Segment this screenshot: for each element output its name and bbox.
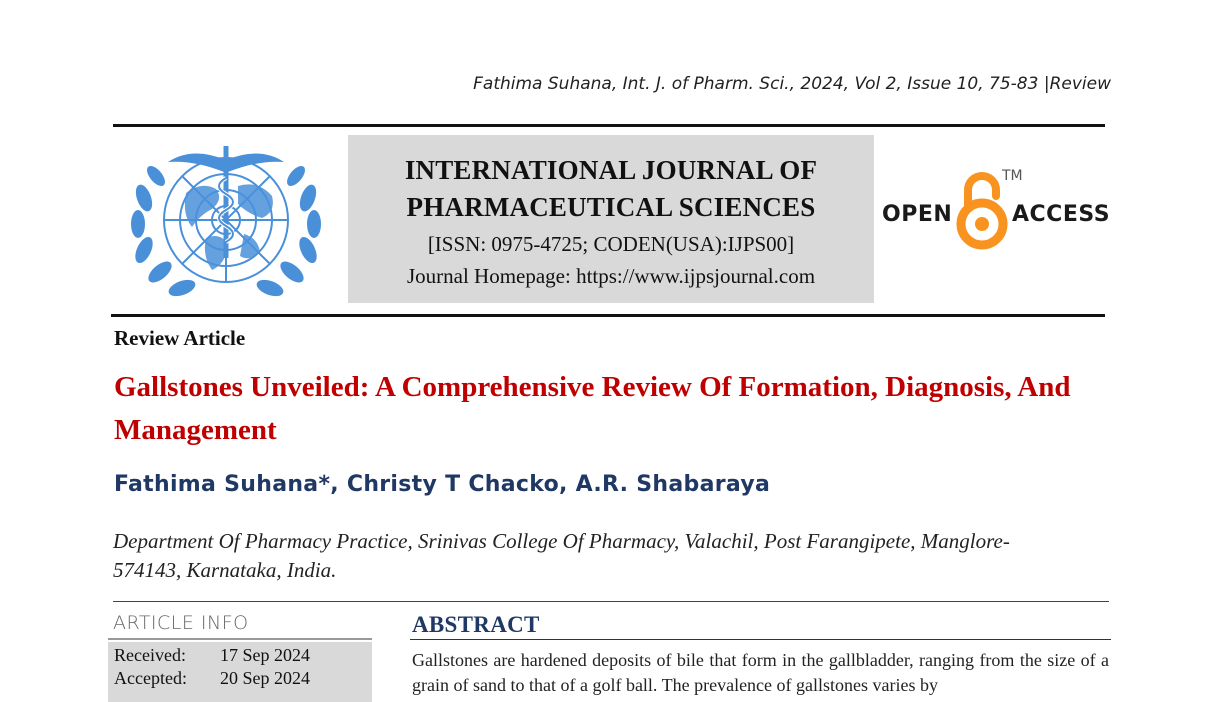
- journal-issn: [ISSN: 0975-4725; CODEN(USA):IJPS00]: [427, 232, 795, 256]
- journal-name-line2: PHARMACEUTICAL SCIENCES: [406, 192, 816, 222]
- accepted-row: [114, 668, 310, 689]
- article-authors: Fathima Suhana*, Christy T Chacko, A.R. Shabaraya: [114, 472, 771, 497]
- journal-name: [348, 152, 874, 226]
- article-info-heading: ARTICLE INFO: [113, 612, 249, 634]
- journal-emblem-logo: [126, 138, 326, 306]
- received-label: Received:: [114, 645, 186, 665]
- journal-name-line1: INTERNATIONAL JOURNAL OF: [404, 155, 818, 185]
- author-affiliation: Department Of Pharmacy Practice, Srinivas College Of Pharmacy, Valachil, Post Farangipete, Manglore-574143, Karnataka, India.: [113, 529, 1010, 582]
- journal-homepage: Journal Homepage: https://www.ijpsjournal.com: [406, 264, 816, 288]
- trademark-mark: TM: [1002, 168, 1023, 184]
- open-access-access-text: ACCESS: [1012, 202, 1111, 227]
- open-access-logo: [880, 166, 1111, 252]
- section-divider: [113, 601, 1109, 602]
- article-type: Review Article: [114, 326, 246, 350]
- article-info-box: [108, 642, 372, 702]
- open-access-open-text: OPEN: [882, 202, 953, 227]
- running-header-citation: Fathima Suhana, Int. J. of Pharm. Sci., 2024, Vol 2, Issue 10, 75-83 |Review: [473, 74, 1111, 94]
- abstract-text: Gallstones are hardened deposits of bile that form in the gallbladder, ranging from the size of a grain of sand to that of a golf ball. The prevalence of gallstones varies by: [412, 650, 1109, 695]
- article-info-rule: [108, 638, 372, 640]
- accepted-date: 20 Sep 2024: [220, 668, 310, 688]
- received-row: [114, 645, 310, 666]
- received-date: 17 Sep 2024: [220, 645, 310, 665]
- article-title: Gallstones Unveiled: A Comprehensive Review Of Formation, Diagnosis, And Management: [114, 371, 1071, 446]
- abstract-rule: [410, 639, 1111, 640]
- abstract-heading: ABSTRACT: [412, 612, 540, 637]
- header-bottom-rule: [111, 314, 1105, 317]
- header-top-rule: [113, 124, 1105, 127]
- accepted-label: Accepted:: [114, 668, 187, 688]
- journal-banner: [348, 135, 874, 303]
